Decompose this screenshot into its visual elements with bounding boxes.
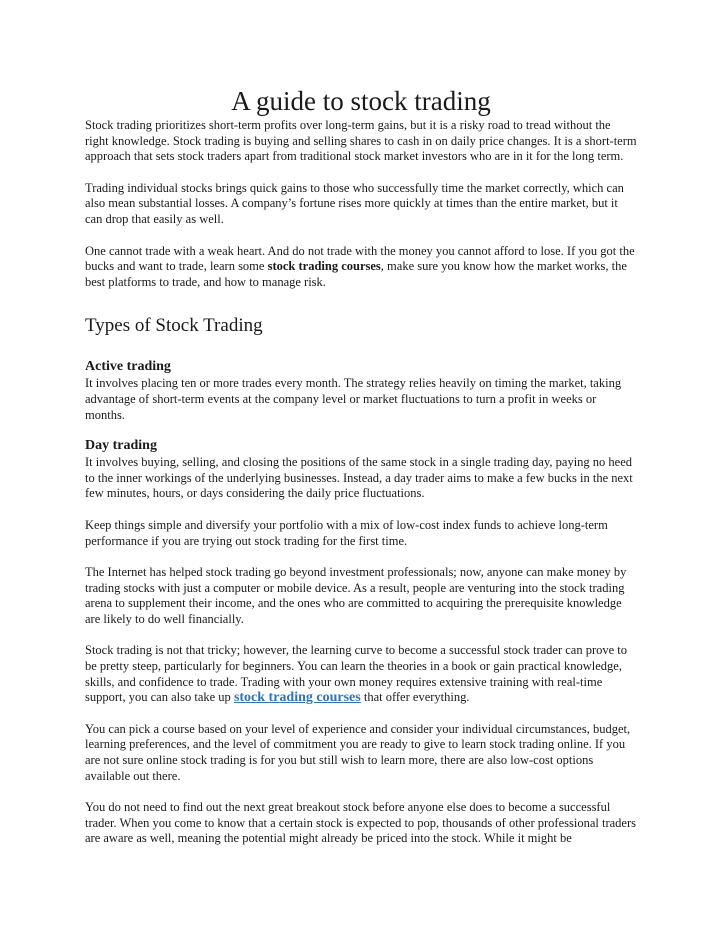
day-trading-text: It involves buying, selling, and closing the positions of the same stock in a single trading day, paying no heed to the inner workings of the underlying businesses. Instead, a day trader aims to make a few bucks in the next few minutes, hours, or days considering the daily price fluctuations. [85, 455, 633, 501]
heading-active-trading: Active trading [85, 359, 171, 375]
intro-paragraph-1: Stock trading prioritizes short-term profits over long-term gains, but it is a risky road to tread without the right knowledge. Stock trading is buying and selling shares to cash in on daily price changes. It is a short-term approach that sets stock traders apart from traditional stock market investors who are in it for the long term. [85, 118, 637, 164]
intro-paragraph-3-after: , make sure you know how the market works, the best platforms to trade, and how to manage risk. [85, 259, 627, 289]
paragraph-breakout: You do not need to find out the next great breakout stock before anyone else does to become a successful trader. When you come to know that a certain stock is expected to pop, thousands of other professional traders are aware as well, meaning the potential might already be priced into the stock. While it might be [85, 800, 637, 846]
intro-paragraph-3-before: One cannot trade with a weak heart. And do not trade with the money you cannot afford to lose. If you got the bucks and want to trade, learn some [85, 243, 635, 274]
paragraph-pick-course: You can pick a course based on your level of experience and consider your individual circumstances, budget, learning preferences, and the level of commitment you are ready to give to learn stock trading online. If you are not sure online stock trading is for you but still wish to learn more, there are also low-cost options available out there. [85, 721, 631, 783]
paragraph-not-tricky [85, 643, 637, 705]
heading-day-trading: Day trading [85, 438, 157, 454]
paragraph-keep-simple: Keep things simple and diversify your portfolio with a mix of low-cost index funds to achieve long-term performance if you are trying out stock trading for the first time. [85, 517, 608, 548]
section-heading-types: Types of Stock Trading [85, 315, 263, 337]
intro-paragraph-2: Trading individual stocks brings quick gains to those who successfully time the market correctly, which can also mean substantial losses. A company’s fortune rises more quickly at times than the entire market, but it can drop that easily as well. [85, 180, 624, 226]
page-title: A guide to stock trading [231, 86, 491, 116]
stock-trading-courses-link[interactable]: stock trading courses [233, 690, 361, 706]
paragraph-internet: The Internet has helped stock trading go beyond investment professionals; now, anyone can make money by trading stocks with just a computer or mobile device. As a result, people are venturing into the stock trading arena to supplement their income, and the ones who are committed to acquiring the prerequisite knowledge are likely to do well financially. [85, 565, 627, 626]
active-trading-text: It involves placing ten or more trades every month. The strategy relies heavily on timing the market, taking advantage of short-term events at the company level or market fluctuations to turn a profit in weeks or months. [85, 376, 622, 422]
paragraph-not-tricky-before: Stock trading is not that tricky; however, the learning curve to become a successful stock trader can prove to be pretty steep, particularly for beginners. You can learn the theories in a book or gain practical knowledge, skills, and confidence to trade. Trading with your own money requires extensive training with real-time support, you can also take up [85, 643, 628, 705]
intro-paragraph-3-bold: stock trading courses [267, 259, 381, 274]
intro-paragraph-3 [85, 244, 637, 291]
paragraph-not-tricky-after: that offer everything. [360, 690, 470, 705]
document-page [85, 84, 637, 847]
